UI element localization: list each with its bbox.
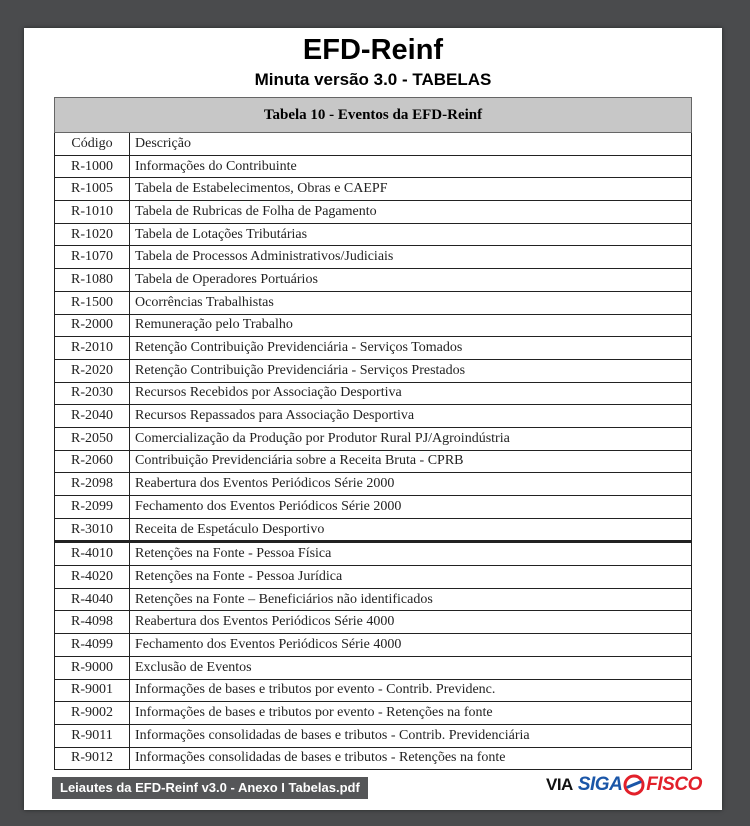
event-code-cell: R-9001 [55, 679, 130, 702]
event-description-cell: Retenções na Fonte - Pessoa Jurídica [130, 566, 692, 589]
event-description-cell: Retenção Contribuição Previdenciária - Serviços Prestados [130, 359, 692, 382]
table-row [55, 566, 692, 589]
table-row [55, 611, 692, 634]
table-row [55, 747, 692, 770]
event-code-cell: R-1080 [55, 269, 130, 292]
event-description-cell: Fechamento dos Eventos Periódicos Série 4000 [130, 634, 692, 657]
brand-logo [546, 774, 702, 796]
events-table [54, 97, 692, 770]
event-description-cell: Informações do Contribuinte [130, 155, 692, 178]
events-table-wrapper [54, 97, 692, 770]
event-description-cell: Tabela de Operadores Portuários [130, 269, 692, 292]
event-description-cell: Receita de Espetáculo Desportivo [130, 518, 692, 542]
table-row [55, 246, 692, 269]
table-row [55, 337, 692, 360]
event-code-cell: R-1005 [55, 178, 130, 201]
event-description-cell: Tabela de Lotações Tributárias [130, 223, 692, 246]
table-row [55, 450, 692, 473]
event-description-cell: Informações consolidadas de bases e tributos - Contrib. Previdenciária [130, 724, 692, 747]
event-description-cell: Tabela de Processos Administrativos/Judiciais [130, 246, 692, 269]
event-description-cell: Retenções na Fonte - Pessoa Física [130, 542, 692, 566]
event-code-cell: R-1070 [55, 246, 130, 269]
brand-via-text: VIA [546, 775, 573, 794]
event-description-cell: Contribuição Previdenciária sobre a Receita Bruta - CPRB [130, 450, 692, 473]
table-row [55, 178, 692, 201]
event-description-cell: Remuneração pelo Trabalho [130, 314, 692, 337]
event-description-cell: Comercialização da Produção por Produtor Rural PJ/Agroindústria [130, 427, 692, 450]
siga-swoosh-icon [623, 774, 645, 796]
document-subtitle: Minuta versão 3.0 - TABELAS [254, 70, 492, 89]
column-header-description: Descrição [130, 133, 692, 156]
table-row [55, 359, 692, 382]
event-code-cell: R-2060 [55, 450, 130, 473]
table-row [55, 702, 692, 725]
event-code-cell: R-1010 [55, 201, 130, 224]
event-description-cell: Tabela de Estabelecimentos, Obras e CAEPF [130, 178, 692, 201]
table-row [55, 269, 692, 292]
event-code-cell: R-4040 [55, 588, 130, 611]
event-description-cell: Informações consolidadas de bases e tributos - Retenções na fonte [130, 747, 692, 770]
table-header-row [55, 133, 692, 156]
event-code-cell: R-9011 [55, 724, 130, 747]
table-row [55, 724, 692, 747]
event-code-cell: R-4010 [55, 542, 130, 566]
table-row [55, 496, 692, 519]
event-code-cell: R-2030 [55, 382, 130, 405]
event-code-cell: R-2099 [55, 496, 130, 519]
event-code-cell: R-9000 [55, 656, 130, 679]
event-description-cell: Tabela de Rubricas de Folha de Pagamento [130, 201, 692, 224]
event-description-cell: Informações de bases e tributos por evento - Retenções na fonte [130, 702, 692, 725]
event-code-cell: R-9012 [55, 747, 130, 770]
event-code-cell: R-2000 [55, 314, 130, 337]
event-code-cell: R-3010 [55, 518, 130, 542]
brand-fisco-text: FISCO [646, 774, 702, 795]
event-description-cell: Informações de bases e tributos por evento - Contrib. Previdenc. [130, 679, 692, 702]
table-row [55, 314, 692, 337]
event-description-cell: Retenções na Fonte – Beneficiários não identificados [130, 588, 692, 611]
event-description-cell: Ocorrências Trabalhistas [130, 291, 692, 314]
table-row [55, 201, 692, 224]
table-body [55, 133, 692, 770]
event-code-cell: R-2010 [55, 337, 130, 360]
event-code-cell: R-1020 [55, 223, 130, 246]
table-row [55, 405, 692, 428]
table-row [55, 634, 692, 657]
event-code-cell: R-1000 [55, 155, 130, 178]
event-description-cell: Reabertura dos Eventos Periódicos Série 4000 [130, 611, 692, 634]
table-row [55, 291, 692, 314]
table-row [55, 588, 692, 611]
event-code-cell: R-2050 [55, 427, 130, 450]
table-row [55, 679, 692, 702]
table-row [55, 473, 692, 496]
table-caption: Tabela 10 - Eventos da EFD-Reinf [55, 98, 692, 133]
document-page [24, 28, 722, 810]
event-description-cell: Recursos Repassados para Associação Desportiva [130, 405, 692, 428]
event-description-cell: Reabertura dos Eventos Periódicos Série 2000 [130, 473, 692, 496]
event-code-cell: R-2040 [55, 405, 130, 428]
event-description-cell: Exclusão de Eventos [130, 656, 692, 679]
brand-siga-text: SIGA [577, 774, 623, 795]
event-code-cell: R-4099 [55, 634, 130, 657]
table-row [55, 518, 692, 542]
event-description-cell: Recursos Recebidos por Associação Desportiva [130, 382, 692, 405]
event-description-cell: Fechamento dos Eventos Periódicos Série 2000 [130, 496, 692, 519]
event-code-cell: R-2020 [55, 359, 130, 382]
event-code-cell: R-4020 [55, 566, 130, 589]
table-row [55, 382, 692, 405]
event-code-cell: R-1500 [55, 291, 130, 314]
document-title: EFD-Reinf [302, 34, 444, 66]
table-row [55, 427, 692, 450]
table-row [55, 656, 692, 679]
table-row [55, 223, 692, 246]
event-code-cell: R-2098 [55, 473, 130, 496]
event-description-cell: Retenção Contribuição Previdenciária - Serviços Tomados [130, 337, 692, 360]
table-row [55, 542, 692, 566]
column-header-code: Código [55, 133, 130, 156]
event-code-cell: R-9002 [55, 702, 130, 725]
table-row [55, 155, 692, 178]
event-code-cell: R-4098 [55, 611, 130, 634]
filename-label: Leiautes da EFD-Reinf v3.0 - Anexo I Tabelas.pdf [52, 777, 368, 799]
